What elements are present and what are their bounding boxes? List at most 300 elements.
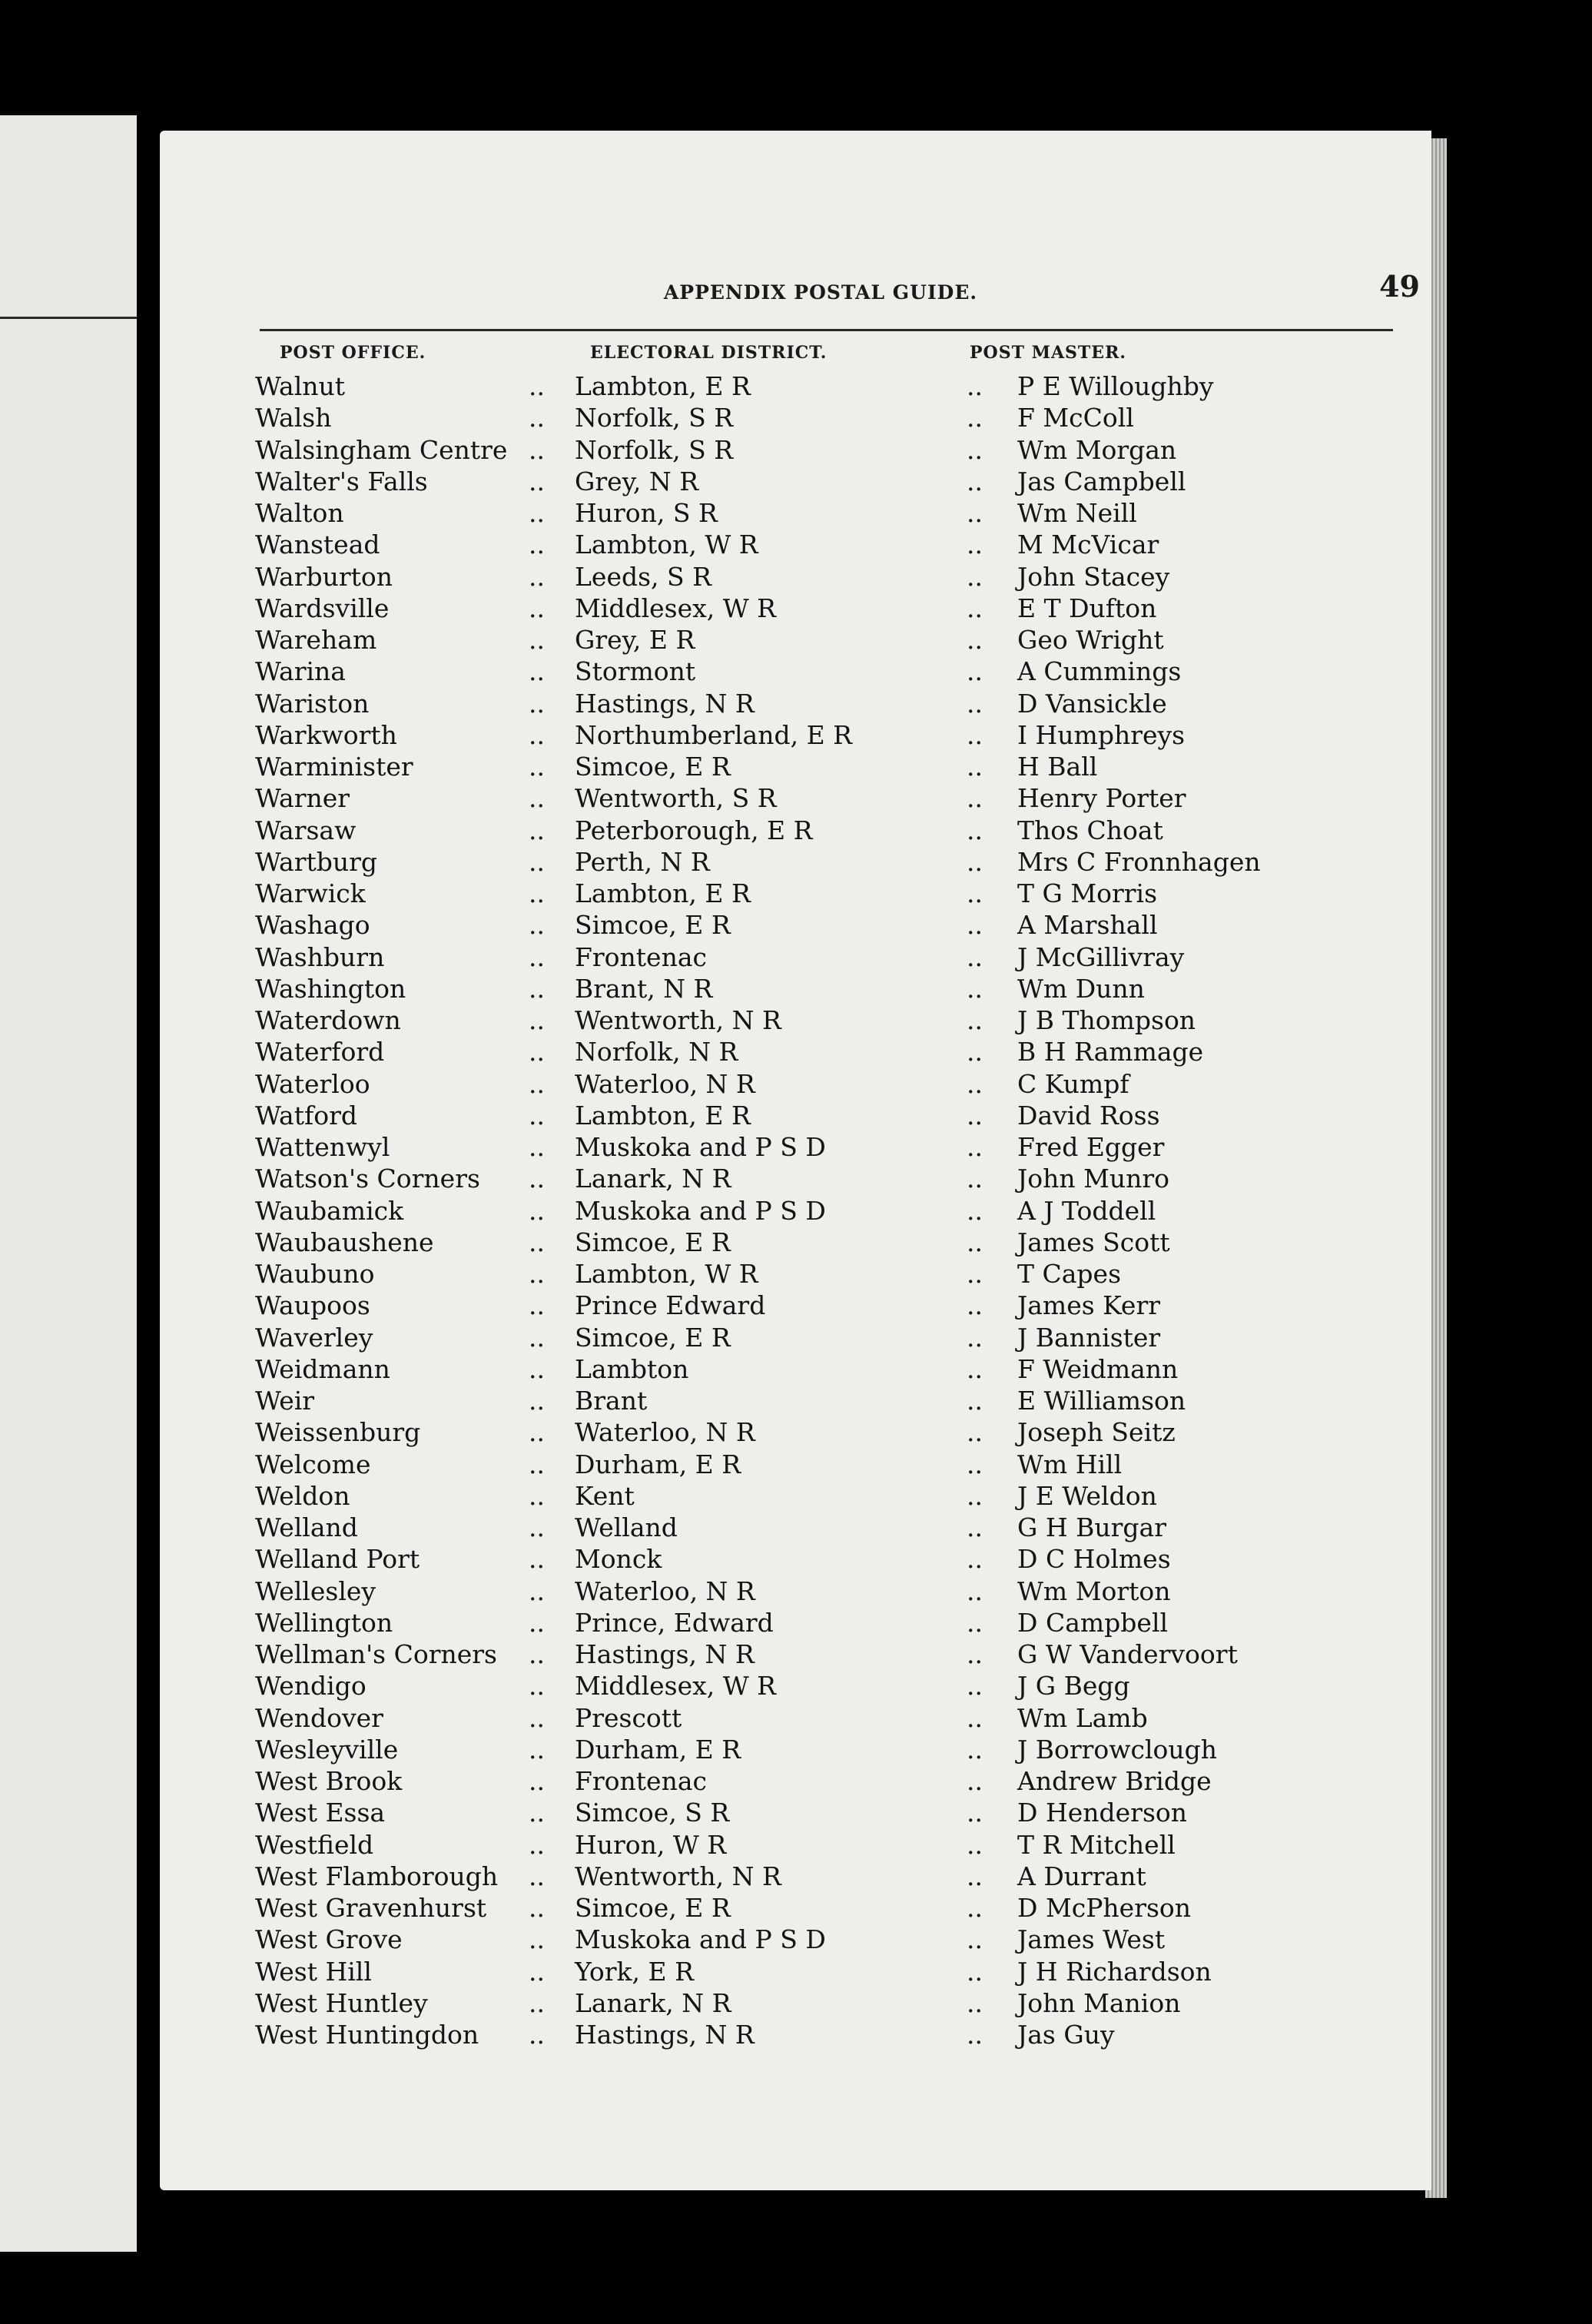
post-master-name: I Humphreys [1017, 719, 1186, 750]
post-office-name: West Grove [255, 1924, 403, 1955]
electoral-district: Lambton, E R [575, 371, 751, 401]
electoral-district: Lambton, W R [575, 530, 758, 560]
electoral-district: Northumberland, E R [575, 719, 853, 750]
post-master-name: G H Burgar [1017, 1512, 1166, 1542]
leader-dots: .. [529, 1290, 545, 1321]
list-item [244, 1068, 1397, 1100]
electoral-district: Lambton, W R [575, 1259, 758, 1289]
list-item [244, 1702, 1397, 1734]
electoral-district: Prescott [575, 1702, 682, 1733]
leader-dots: .. [967, 561, 983, 592]
book-gutter [137, 115, 160, 2252]
leader-dots: .. [529, 561, 545, 592]
leader-dots: .. [967, 1322, 983, 1353]
post-office-name: Warminister [255, 752, 413, 782]
leader-dots: .. [967, 1005, 983, 1035]
leader-dots: .. [529, 466, 545, 496]
post-office-name: Walsh [255, 403, 332, 433]
post-office-name: Wellesley [255, 1575, 376, 1606]
list-item [244, 1956, 1397, 1987]
electoral-district: Hastings, N R [575, 1639, 755, 1669]
post-master-name: A Durrant [1017, 1861, 1146, 1891]
electoral-district: Huron, S R [575, 498, 718, 528]
electoral-district: Grey, N R [575, 466, 699, 496]
list-item [244, 1480, 1397, 1512]
leader-dots: .. [529, 846, 545, 877]
leader-dots: .. [529, 403, 545, 433]
post-office-name: Welland [255, 1512, 358, 1542]
list-item [244, 815, 1397, 846]
post-office-name: Wanstead [255, 530, 380, 560]
post-master-name: D McPherson [1017, 1893, 1192, 1923]
leader-dots: .. [529, 1861, 545, 1891]
post-office-name: Waterdown [255, 1005, 401, 1035]
post-master-name: T G Morris [1017, 878, 1158, 908]
post-office-name: Welcome [255, 1449, 371, 1479]
electoral-district: Simcoe, E R [575, 1893, 731, 1923]
electoral-district: Simcoe, E R [575, 910, 731, 941]
post-office-name: Wesleyville [255, 1734, 399, 1765]
post-office-name: Warkworth [255, 719, 397, 750]
leader-dots: .. [967, 1798, 983, 1828]
leader-dots: .. [529, 1766, 545, 1796]
list-item [244, 688, 1397, 719]
list-item [244, 1924, 1397, 1955]
post-master-name: E T Dufton [1017, 593, 1157, 623]
post-master-name: Fred Egger [1017, 1132, 1165, 1162]
list-item [244, 1353, 1397, 1385]
post-office-name: Watford [255, 1100, 357, 1130]
post-master-name: D C Holmes [1017, 1544, 1171, 1575]
post-master-name: James Kerr [1017, 1290, 1160, 1321]
post-master-name: A Cummings [1017, 656, 1182, 687]
post-master-name: C Kumpf [1017, 1068, 1129, 1099]
leader-dots: .. [967, 371, 983, 401]
post-office-name: Wellman's Corners [255, 1639, 497, 1669]
post-office-name: Westfield [255, 1829, 374, 1860]
electoral-district: Lanark, N R [575, 1164, 731, 1194]
leader-dots: .. [967, 1132, 983, 1162]
post-office-name: West Flamborough [255, 1861, 499, 1891]
leader-dots: .. [529, 1893, 545, 1923]
post-master-name: John Stacey [1017, 561, 1170, 592]
leader-dots: .. [529, 1449, 545, 1479]
leader-dots: .. [529, 530, 545, 560]
list-item [244, 1385, 1397, 1416]
electoral-district: Wentworth, N R [575, 1861, 781, 1891]
list-item [244, 1258, 1397, 1290]
post-office-name: West Brook [255, 1766, 403, 1796]
electoral-district: York, E R [575, 1956, 694, 1987]
list-item [244, 782, 1397, 814]
leader-dots: .. [967, 1671, 983, 1702]
post-master-name: Mrs C Fronnhagen [1017, 846, 1261, 877]
leader-dots: .. [529, 498, 545, 528]
post-master-name: G W Vandervoort [1017, 1639, 1238, 1669]
post-office-name: Weidmann [255, 1353, 390, 1384]
post-office-name: West Essa [255, 1798, 386, 1828]
list-item [244, 1322, 1397, 1353]
header-rule [260, 329, 1393, 331]
post-master-name: J Bannister [1017, 1322, 1161, 1353]
list-item [244, 402, 1397, 433]
list-item [244, 941, 1397, 973]
post-office-name: Waubaushene [255, 1227, 434, 1257]
post-master-name: Joseph Seitz [1017, 1417, 1176, 1448]
post-master-name: Geo Wright [1017, 625, 1164, 655]
post-office-name: Walnut [255, 371, 346, 401]
list-item [244, 529, 1397, 560]
electoral-district: Middlesex, W R [575, 593, 776, 623]
post-office-name: Walton [255, 498, 344, 528]
post-master-name: H Ball [1017, 752, 1098, 782]
column-header-post-master: POST MASTER. [970, 343, 1127, 363]
post-master-name: J B Thompson [1017, 1005, 1196, 1035]
leader-dots: .. [967, 846, 983, 877]
leader-dots: .. [529, 1100, 545, 1130]
post-office-name: Wendigo [255, 1671, 366, 1702]
leader-dots: .. [967, 973, 983, 1004]
left-page-edge [0, 115, 137, 2252]
post-master-name: Wm Hill [1017, 1449, 1123, 1479]
post-master-name: P E Willoughby [1017, 371, 1214, 401]
list-item [244, 434, 1397, 466]
book-page [160, 131, 1431, 2190]
list-item [244, 1163, 1397, 1194]
leader-dots: .. [529, 1259, 545, 1289]
electoral-district: Simcoe, E R [575, 1322, 731, 1353]
electoral-district: Lambton, E R [575, 1100, 751, 1130]
post-office-name: West Huntingdon [255, 2020, 479, 2050]
electoral-district: Muskoka and P S D [575, 1195, 826, 1226]
post-office-name: Wellington [255, 1607, 393, 1638]
leader-dots: .. [529, 371, 545, 401]
post-master-name: Wm Morgan [1017, 434, 1177, 465]
leader-dots: .. [967, 1734, 983, 1765]
post-office-name: Waubuno [255, 1259, 375, 1289]
list-item [244, 1670, 1397, 1702]
electoral-district: Wentworth, N R [575, 1005, 781, 1035]
leader-dots: .. [529, 1068, 545, 1099]
electoral-district: Hastings, N R [575, 2020, 755, 2050]
leader-dots: .. [967, 625, 983, 655]
electoral-district: Waterloo, N R [575, 1417, 755, 1448]
leader-dots: .. [529, 1987, 545, 2018]
electoral-district: Simcoe, E R [575, 1227, 731, 1257]
electoral-district: Brant, N R [575, 973, 713, 1004]
leader-dots: .. [967, 1956, 983, 1987]
leader-dots: .. [529, 783, 545, 814]
list-item [244, 719, 1397, 751]
list-item [244, 1195, 1397, 1227]
leader-dots: .. [967, 1037, 983, 1067]
post-master-name: T Capes [1017, 1259, 1122, 1289]
post-master-name: Wm Neill [1017, 498, 1137, 528]
post-office-name: West Huntley [255, 1987, 428, 2018]
leader-dots: .. [529, 815, 545, 845]
electoral-district: Frontenac [575, 1766, 707, 1796]
post-master-name: David Ross [1017, 1100, 1160, 1130]
post-master-name: J Borrowclough [1017, 1734, 1218, 1765]
leader-dots: .. [967, 1417, 983, 1448]
leader-dots: .. [529, 878, 545, 908]
leader-dots: .. [967, 1480, 983, 1511]
electoral-district: Simcoe, E R [575, 752, 731, 782]
list-item [244, 1797, 1397, 1828]
leader-dots: .. [529, 1132, 545, 1162]
leader-dots: .. [529, 1734, 545, 1765]
post-office-name: Wartburg [255, 846, 378, 877]
leader-dots: .. [967, 1100, 983, 1130]
post-master-name: J H Richardson [1017, 1956, 1212, 1987]
leader-dots: .. [967, 1512, 983, 1542]
leader-dots: .. [529, 1227, 545, 1257]
post-office-name: Waterford [255, 1037, 385, 1067]
leader-dots: .. [967, 910, 983, 941]
post-office-name: Walter's Falls [255, 466, 428, 496]
leader-dots: .. [529, 1544, 545, 1575]
post-master-name: Wm Lamb [1017, 1702, 1148, 1733]
leader-dots: .. [967, 1702, 983, 1733]
electoral-district: Peterborough, E R [575, 815, 813, 845]
leader-dots: .. [967, 752, 983, 782]
post-office-name: West Hill [255, 1956, 372, 1987]
post-office-name: Wendover [255, 1702, 383, 1733]
electoral-district: Huron, W R [575, 1829, 727, 1860]
post-master-name: M McVicar [1017, 530, 1159, 560]
list-item [244, 1575, 1397, 1607]
leader-dots: .. [967, 688, 983, 719]
list-item [244, 1734, 1397, 1765]
list-item [244, 1036, 1397, 1067]
post-office-name: West Gravenhurst [255, 1893, 487, 1923]
post-office-name: Warsaw [255, 815, 357, 845]
electoral-district: Durham, E R [575, 1734, 741, 1765]
post-master-name: J McGillivray [1017, 941, 1185, 972]
leader-dots: .. [967, 1544, 983, 1575]
leader-dots: .. [967, 1924, 983, 1955]
post-master-name: James Scott [1017, 1227, 1170, 1257]
post-master-name: Wm Dunn [1017, 973, 1145, 1004]
leader-dots: .. [967, 1449, 983, 1479]
leader-dots: .. [529, 1798, 545, 1828]
leader-dots: .. [967, 1195, 983, 1226]
list-item [244, 878, 1397, 909]
post-office-name: Wareham [255, 625, 377, 655]
leader-dots: .. [529, 1417, 545, 1448]
leader-dots: .. [529, 1702, 545, 1733]
list-item [244, 1765, 1397, 1797]
post-master-name: Andrew Bridge [1017, 1766, 1212, 1796]
post-office-name: Washington [255, 973, 406, 1004]
leader-dots: .. [529, 1322, 545, 1353]
leader-dots: .. [967, 1068, 983, 1099]
leader-dots: .. [967, 593, 983, 623]
electoral-district: Lambton, E R [575, 878, 751, 908]
list-item [244, 2019, 1397, 2050]
post-office-name: Washago [255, 910, 370, 941]
electoral-district: Waterloo, N R [575, 1575, 755, 1606]
leader-dots: .. [967, 1575, 983, 1606]
post-office-name: Washburn [255, 941, 385, 972]
leader-dots: .. [967, 1227, 983, 1257]
post-office-name: Waubamick [255, 1195, 404, 1226]
list-item [244, 593, 1397, 624]
post-master-name: Wm Morton [1017, 1575, 1171, 1606]
electoral-district: Welland [575, 1512, 678, 1542]
leader-dots: .. [529, 1924, 545, 1955]
electoral-district: Leeds, S R [575, 561, 711, 592]
leader-dots: .. [529, 434, 545, 465]
leader-dots: .. [529, 1639, 545, 1669]
leader-dots: .. [529, 719, 545, 750]
post-master-name: E Williamson [1017, 1386, 1186, 1416]
electoral-district: Hastings, N R [575, 688, 755, 719]
leader-dots: .. [967, 2020, 983, 2050]
leader-dots: .. [967, 1386, 983, 1416]
electoral-district: Prince, Edward [575, 1607, 774, 1638]
list-item [244, 1829, 1397, 1861]
post-master-name: D Campbell [1017, 1607, 1169, 1638]
post-office-name: Wattenwyl [255, 1132, 390, 1162]
list-item [244, 1131, 1397, 1163]
leader-dots: .. [529, 1607, 545, 1638]
post-master-name: Henry Porter [1017, 783, 1186, 814]
leader-dots: .. [529, 1037, 545, 1067]
post-office-name: Waupoos [255, 1290, 370, 1321]
leader-dots: .. [529, 1575, 545, 1606]
leader-dots: .. [529, 1480, 545, 1511]
leader-dots: .. [967, 1639, 983, 1669]
leader-dots: .. [529, 656, 545, 687]
post-master-name: F Weidmann [1017, 1353, 1179, 1384]
list-item [244, 1100, 1397, 1131]
leader-dots: .. [529, 688, 545, 719]
post-master-name: A Marshall [1017, 910, 1158, 941]
page-number: 49 [1379, 269, 1420, 304]
post-master-name: John Manion [1017, 1987, 1181, 2018]
leader-dots: .. [529, 941, 545, 972]
leader-dots: .. [529, 593, 545, 623]
post-master-name: J G Begg [1017, 1671, 1130, 1702]
leader-dots: .. [967, 1607, 983, 1638]
leader-dots: .. [529, 1512, 545, 1542]
post-master-name: J E Weldon [1017, 1480, 1157, 1511]
list-item [244, 370, 1397, 402]
leader-dots: .. [967, 1353, 983, 1384]
leader-dots: .. [967, 1861, 983, 1891]
leader-dots: .. [967, 815, 983, 845]
list-item [244, 656, 1397, 687]
post-master-name: John Munro [1017, 1164, 1170, 1194]
leader-dots: .. [967, 941, 983, 972]
leader-dots: .. [967, 1164, 983, 1194]
running-header: APPENDIX POSTAL GUIDE. [663, 281, 978, 304]
post-office-name: Watson's Corners [255, 1164, 480, 1194]
list-item [244, 1543, 1397, 1575]
leader-dots: .. [529, 1386, 545, 1416]
leader-dots: .. [967, 466, 983, 496]
leader-dots: .. [529, 1671, 545, 1702]
leader-dots: .. [967, 878, 983, 908]
list-item [244, 1607, 1397, 1638]
leader-dots: .. [529, 1829, 545, 1860]
leader-dots: .. [529, 1005, 545, 1035]
electoral-district: Muskoka and P S D [575, 1132, 826, 1162]
electoral-district: Durham, E R [575, 1449, 741, 1479]
leader-dots: .. [967, 1893, 983, 1923]
list-item [244, 1892, 1397, 1924]
electoral-district: Lanark, N R [575, 1987, 731, 2018]
leader-dots: .. [529, 1164, 545, 1194]
post-office-name: Weissenburg [255, 1417, 421, 1448]
leader-dots: .. [967, 403, 983, 433]
post-office-name: Weir [255, 1386, 315, 1416]
post-master-name: T R Mitchell [1017, 1829, 1176, 1860]
post-office-name: Weldon [255, 1480, 350, 1511]
electoral-district: Norfolk, S R [575, 434, 734, 465]
leader-dots: .. [967, 1290, 983, 1321]
post-office-name: Warwick [255, 878, 366, 908]
post-master-name: A J Toddell [1017, 1195, 1156, 1226]
leader-dots: .. [967, 530, 983, 560]
electoral-district: Monck [575, 1544, 662, 1575]
post-office-name: Waverley [255, 1322, 373, 1353]
leader-dots: .. [967, 719, 983, 750]
leader-dots: .. [529, 625, 545, 655]
post-master-name: Jas Campbell [1017, 466, 1186, 496]
post-office-name: Walsingham Centre [255, 434, 508, 465]
electoral-district: Wentworth, S R [575, 783, 777, 814]
post-office-name: Wardsville [255, 593, 390, 623]
post-master-name: F McColl [1017, 403, 1134, 433]
list-item [244, 1449, 1397, 1480]
electoral-district: Prince Edward [575, 1290, 766, 1321]
electoral-district: Grey, E R [575, 625, 695, 655]
list-item [244, 1638, 1397, 1670]
list-item [244, 1004, 1397, 1036]
post-office-name: Warina [255, 656, 346, 687]
left-page-rule [0, 317, 137, 319]
list-item [244, 909, 1397, 941]
list-item [244, 751, 1397, 782]
post-master-name: James West [1017, 1924, 1166, 1955]
electoral-district: Lambton [575, 1353, 689, 1384]
list-item [244, 561, 1397, 593]
leader-dots: .. [529, 752, 545, 782]
leader-dots: .. [967, 1259, 983, 1289]
electoral-district: Middlesex, W R [575, 1671, 776, 1702]
post-master-name: D Henderson [1017, 1798, 1187, 1828]
leader-dots: .. [967, 434, 983, 465]
leader-dots: .. [529, 1353, 545, 1384]
leader-dots: .. [529, 2020, 545, 2050]
electoral-district: Stormont [575, 656, 696, 687]
list-item [244, 497, 1397, 529]
post-office-name: Warner [255, 783, 350, 814]
list-item [244, 1227, 1397, 1258]
post-office-name: Wariston [255, 688, 370, 719]
post-office-name: Welland Port [255, 1544, 420, 1575]
leader-dots: .. [529, 973, 545, 1004]
list-item [244, 1416, 1397, 1448]
post-office-name: Waterloo [255, 1068, 370, 1099]
post-master-name: Thos Choat [1017, 815, 1163, 845]
post-office-name: Warburton [255, 561, 393, 592]
leader-dots: .. [967, 1987, 983, 2018]
list-item [244, 1987, 1397, 2019]
list-item [244, 466, 1397, 497]
